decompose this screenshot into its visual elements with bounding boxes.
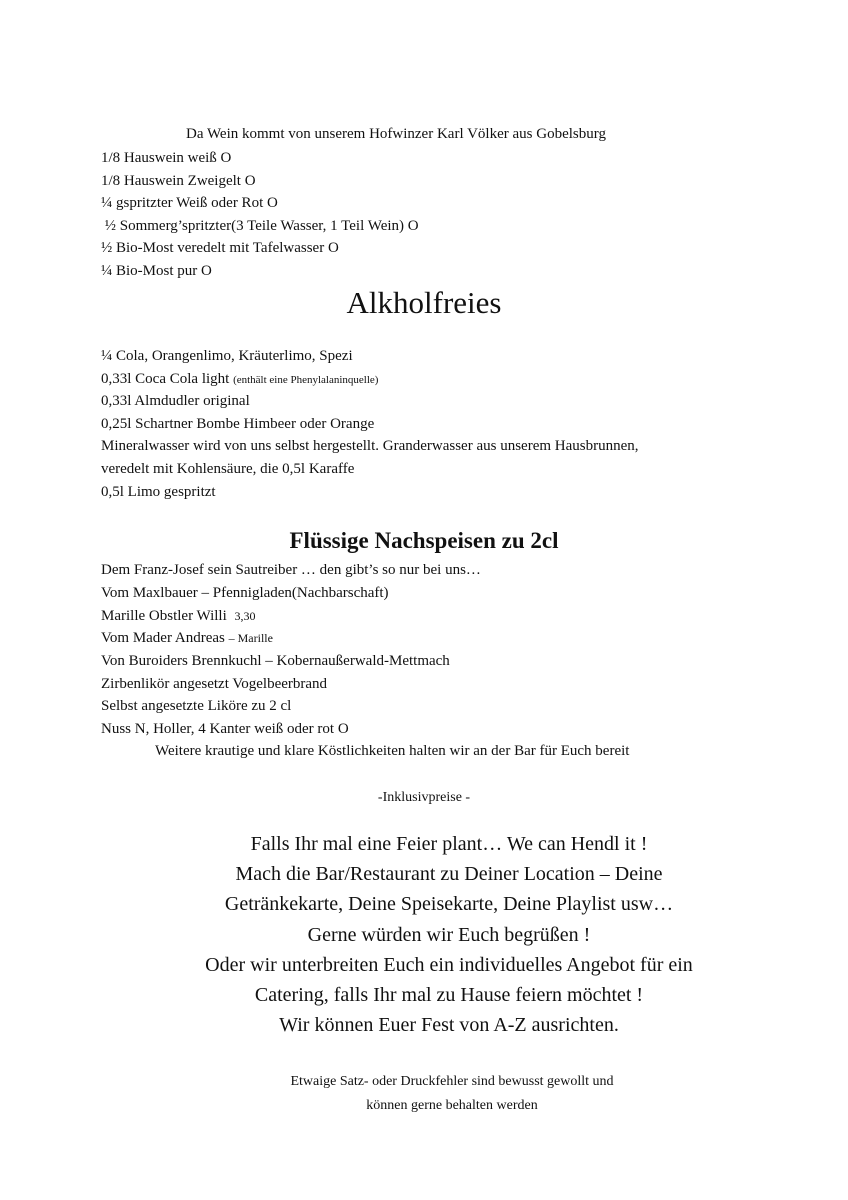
drink-item-text: veredelt mit Kohlensäure, die 0,5l Karaffe: [101, 461, 355, 477]
promo-line: Oder wir unterbreiten Euch ein individuelles Angebot für ein: [205, 954, 693, 976]
dessert-item: [101, 584, 389, 602]
drink-item: [101, 347, 353, 365]
dessert-item-text: Dem Franz-Josef sein Sautreiber … den gibt’s so nur bei uns…: [101, 562, 481, 578]
dessert-item: [101, 652, 450, 670]
drink-item-note: (enthält eine Phenylalaninquelle): [233, 374, 379, 386]
footer-line: Etwaige Satz- oder Druckfehler sind bewusst gewollt und: [290, 1074, 614, 1089]
dessert-item-price: 3,30: [234, 609, 256, 623]
wine-item: ½ Sommerg’spritzter(3 Teile Wasser, 1 Teil Wein) O: [101, 218, 419, 234]
drink-item-text: 0,25l Schartner Bombe Himbeer oder Orange: [101, 416, 375, 432]
drink-item: [101, 460, 354, 478]
promo-line: Wir können Euer Fest von A-Z ausrichten.: [279, 1014, 619, 1036]
drink-item-text: ¼ Cola, Orangenlimo, Kräuterlimo, Spezi: [101, 348, 353, 364]
dessert-item: [101, 720, 349, 738]
dessert-item-text: Marille Obstler Willi: [101, 608, 227, 624]
dessert-item-note: – Marille: [228, 631, 273, 645]
drink-item: [101, 370, 378, 389]
drink-item-text: Mineralwasser wird von uns selbst hergestellt. Granderwasser aus unserem Hausbrunnen,: [101, 438, 639, 454]
dessert-item: [101, 561, 481, 579]
drink-item-text: 0,33l Coca Cola light: [101, 371, 230, 387]
dessert-item-text: Nuss N, Holler, 4 Kanter weiß oder rot O: [101, 721, 349, 737]
promo-line: Falls Ihr mal eine Feier plant… We can Hendl it !: [250, 833, 648, 855]
dessert-item-text: Von Buroiders Brennkuchl – Kobernaußerwald-Mettmach: [101, 653, 450, 669]
drink-item-text: 0,5l Limo gespritzt: [101, 484, 216, 500]
dessert-item: [101, 607, 256, 625]
bar-note: Weitere krautige und klare Köstlichkeiten halten wir an der Bar für Euch bereit: [155, 743, 630, 759]
drink-item: [101, 392, 250, 410]
promo-line: Catering, falls Ihr mal zu Hause feiern möchtet !: [254, 984, 644, 1006]
wine-item: 1/8 Hauswein weiß O: [101, 150, 232, 166]
wine-item: ¼ Bio-Most pur O: [101, 263, 212, 279]
section-heading-nachspeisen: Flüssige Nachspeisen zu 2cl: [289, 528, 559, 553]
prices-note: -Inklusivpreise -: [377, 790, 471, 805]
wine-item: ½ Bio-Most veredelt mit Tafelwasser O: [101, 240, 339, 256]
promo-line: Getränkekarte, Deine Speisekarte, Deine Playlist usw…: [224, 893, 674, 915]
dessert-item: [101, 697, 291, 715]
wine-item: 1/8 Hauswein Zweigelt O: [101, 173, 256, 189]
dessert-item: [101, 675, 327, 693]
wine-item: ¼ gspritzter Weiß oder Rot O: [101, 195, 278, 211]
dessert-item-text: Vom Maxlbauer – Pfennigladen(Nachbarschaft): [101, 585, 389, 601]
drink-item: [101, 437, 639, 455]
dessert-item-text: Zirbenlikör angesetzt Vogelbeerbrand: [101, 676, 328, 692]
footer-line: können gerne behalten werden: [366, 1098, 538, 1113]
wine-intro: Da Wein kommt von unserem Hofwinzer Karl Völker aus Gobelsburg: [186, 126, 606, 142]
drink-item: [101, 483, 216, 501]
dessert-item: [101, 629, 273, 647]
drink-item-text: 0,33l Almdudler original: [101, 393, 250, 409]
promo-line: Gerne würden wir Euch begrüßen !: [307, 924, 591, 946]
dessert-item-text: Vom Mader Andreas: [101, 630, 225, 646]
drink-item: [101, 415, 374, 433]
section-heading-alkoholfrei: Alkholfreies: [346, 285, 502, 320]
promo-line: Mach die Bar/Restaurant zu Deiner Location – Deine: [235, 863, 663, 885]
dessert-item-text: Selbst angesetzte Liköre zu 2 cl: [101, 698, 292, 714]
